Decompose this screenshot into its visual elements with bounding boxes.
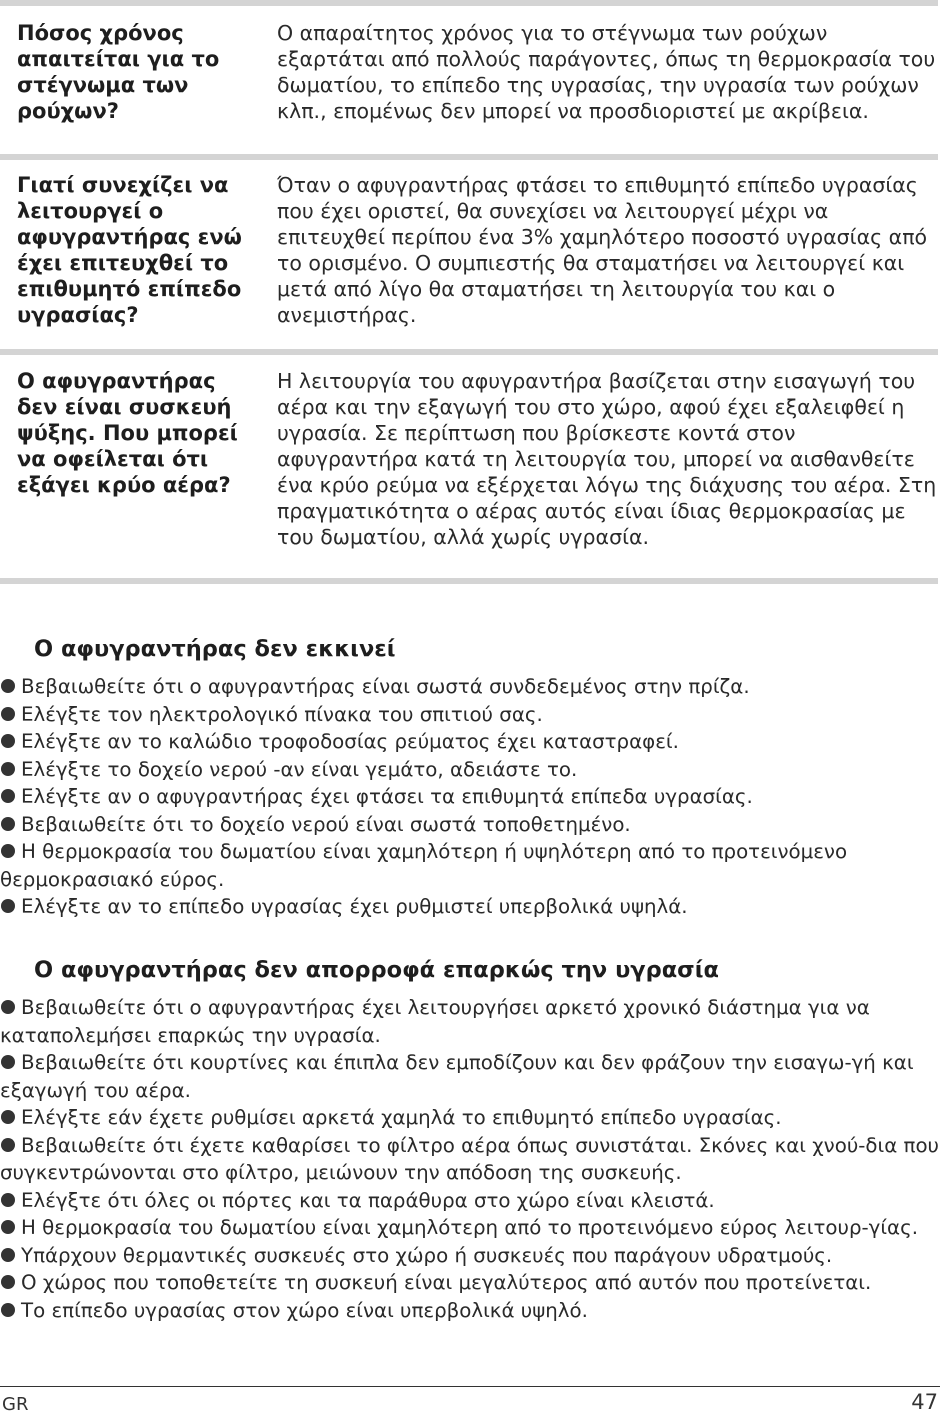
list-item: Βεβαιωθείτε ότι ο αφυγραντήρας είναι σωστά συνδεδεμένος στην πρίζα. xyxy=(0,673,940,701)
bullet-icon xyxy=(1,1138,15,1152)
list-item: Βεβαιωθείτε ότι ο αφυγραντήρας έχει λειτουργήσει αρκετό χρονικό διάστημα για να καταπολεμήσει επαρκώς την υγρασία. xyxy=(0,996,870,1047)
table-separator xyxy=(0,349,938,355)
list-item: Η θερμοκρασία του δωματίου είναι χαμηλότερη ή υψηλότερη από το προτεινόμενο θερμοκρασιακό εύρος. xyxy=(0,840,848,891)
bullet-icon xyxy=(1,762,15,776)
bullet-icon xyxy=(1,899,15,913)
faq-question: Πόσος χρόνος απαιτείται για το στέγνωμα των ρούχων? xyxy=(17,21,220,123)
list-item: Ελέγξτε το δοχείο νερού -αν είναι γεμάτο, αδειάστε το. xyxy=(0,756,940,784)
bullet-icon xyxy=(1,707,15,721)
page-number: 47 xyxy=(911,1390,938,1414)
list-item: Ελέγξτε αν το επίπεδο υγρασίας έχει ρυθμιστεί υπερβολικά υψηλά. xyxy=(0,893,940,921)
bullet-icon xyxy=(1,789,15,803)
bullet-list xyxy=(0,673,940,921)
table-separator xyxy=(0,578,938,584)
bullet-icon xyxy=(1,1303,15,1317)
bullet-icon xyxy=(1,1000,15,1014)
section-title: Ο αφυγραντήρας δεν απορροφά επαρκώς την υγρασία xyxy=(34,957,719,983)
bullet-icon xyxy=(1,1248,15,1262)
faq-question: Γιατί συνεχίζει να λειτουργεί ο αφυγραντήρας ενώ έχει επιτευχθεί το επιθυμητό επίπεδο υγρασίας? xyxy=(17,173,242,327)
list-item: Η θερμοκρασία του δωματίου είναι χαμηλότερη από το προτεινόμενο εύρος λειτουρ-γίας. xyxy=(0,1214,940,1242)
list-item: Ελέγξτε εάν έχετε ρυθμίσει αρκετά χαμηλά το επιθυμητό επίπεδο υγρασίας. xyxy=(0,1104,940,1132)
list-item: Το επίπεδο υγρασίας στον χώρο είναι υπερβολικά υψηλό. xyxy=(0,1297,940,1325)
footer-language: GR xyxy=(2,1394,29,1415)
list-item: Ελέγξτε τον ηλεκτρολογικό πίνακα του σπιτιού σας. xyxy=(0,701,940,729)
list-item: Ελέγξτε ότι όλες οι πόρτες και τα παράθυρα στο χώρο είναι κλειστά. xyxy=(0,1187,940,1215)
table-separator xyxy=(0,154,938,160)
list-item: Ελέγξτε αν ο αφυγραντήρας έχει φτάσει τα επιθυμητά επίπεδα υγρασίας. xyxy=(0,783,940,811)
bullet-icon xyxy=(1,1275,15,1289)
list-item: Βεβαιωθείτε ότι κουρτίνες και έπιπλα δεν εμποδίζουν και δεν φράζουν την εισαγω-γή και εξαγωγή του αέρα. xyxy=(0,1051,914,1102)
table-separator xyxy=(0,0,938,6)
faq-answer: Η λειτουργία του αφυγραντήρα βασίζεται στην εισαγωγή του αέρα και την εξαγωγή του στο χώρο, αφού έχει εξαλειφθεί η υγρασία. Σε περίπτωση που βρίσκεστε κοντά στον αφυγραντήρα κατά τη λειτουργία του, μπορεί να αισθανθείτε ένα κρύο ρεύμα να εξέρχεται λόγω της διάχυσης του αέρα. Στη πραγματικότητα ο αέρας αυτός είναι ίδιας θερμοκρασίας με του δωματίου, αλλά χωρίς υγρασία. xyxy=(277,369,937,549)
bullet-icon xyxy=(1,1055,15,1069)
list-item: Βεβαιωθείτε ότι έχετε καθαρίσει το φίλτρο αέρα όπως συνιστάται. Σκόνες και χνού-δια που συγκεντρώνονται στο φίλτρο, μειώνουν την απόδοση της συσκευής. xyxy=(0,1133,940,1184)
list-item: Ελέγξτε αν το καλώδιο τροφοδοσίας ρεύματος έχει καταστραφεί. xyxy=(0,728,940,756)
faq-question: Ο αφυγραντήρας δεν είναι συσκευή ψύξης. Που μπορεί να οφείλεται ότι εξάγει κρύο αέρα? xyxy=(17,369,238,497)
list-item: Βεβαιωθείτε ότι το δοχείο νερού είναι σωστά τοποθετημένο. xyxy=(0,811,940,839)
bullet-icon xyxy=(1,1110,15,1124)
faq-answer: Όταν ο αφυγραντήρας φτάσει το επιθυμητό επίπεδο υγρασίας που έχει οριστεί, θα συνεχίσει να λειτουργεί μέχρι να επιτευχθεί περίπου ένα 3% χαμηλότερο ποσοστό υγρασίας από το ορισμένο. Ο συμπιεστής θα σταματήσει να λειτουργεί και μετά από λίγο θα σταματήσει τη λειτουργία του και ο ανεμιστήρας. xyxy=(277,173,928,327)
list-item: Υπάρχουν θερμαντικές συσκευές στο χώρο ή συσκευές που παράγουν υδρατμούς. xyxy=(0,1242,940,1270)
bullet-icon xyxy=(1,734,15,748)
bullet-list xyxy=(0,994,940,1324)
list-item: Ο χώρος που τοποθετείτε τη συσκευή είναι μεγαλύτερος από αυτόν που προτείνεται. xyxy=(0,1269,940,1297)
bullet-icon xyxy=(1,844,15,858)
bullet-icon xyxy=(1,679,15,693)
section-title: Ο αφυγραντήρας δεν εκκινεί xyxy=(34,636,396,662)
bullet-icon xyxy=(1,1220,15,1234)
footer-divider xyxy=(0,1386,940,1387)
bullet-icon xyxy=(1,817,15,831)
troubleshooting-section xyxy=(0,635,940,921)
bullet-icon xyxy=(1,1193,15,1207)
faq-answer: Ο απαραίτητος χρόνος για το στέγνωμα των ρούχων εξαρτάται από πολλούς παράγοντες, όπως τη θερμοκρασία του δωματίου, το επίπεδο της υγρασίας, την υγρασία των ρούχων κλπ., επομένως δεν μπορεί να προσδιοριστεί με ακρίβεια. xyxy=(277,21,936,123)
troubleshooting-section xyxy=(0,956,940,1324)
